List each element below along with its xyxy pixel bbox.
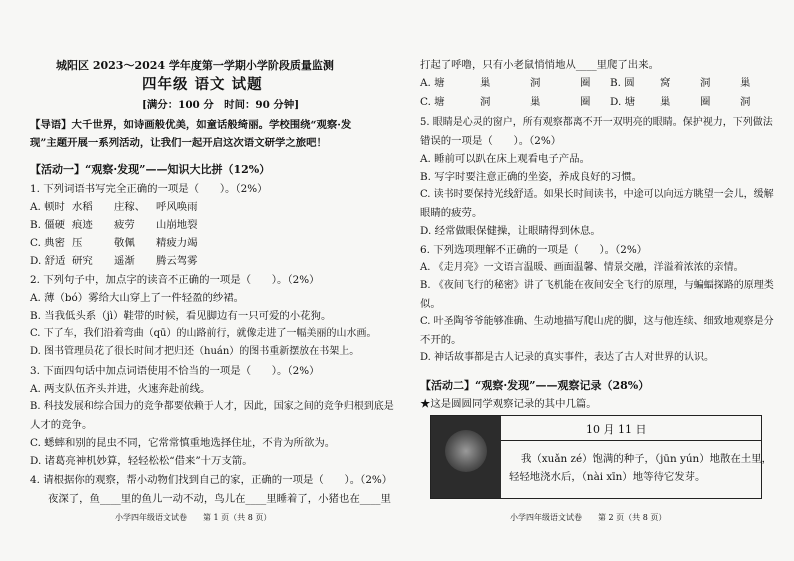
diary-line-1: 我（xuǎn zé）饱满的种子，（jūn yún）地散在土里， [521, 453, 772, 465]
q4-a-2: 巢 [480, 77, 491, 89]
q1-b-2: 痕迹 [72, 219, 93, 231]
q1-option-a [30, 202, 236, 212]
diary-date: 10 月 11 日 [586, 423, 647, 436]
q4-c-3: 巢 [530, 96, 541, 108]
q3-option-a: A. 两支队伍齐头并进，火速奔赴前线。 [30, 383, 211, 395]
q3-option-c: C. 蟋蟀和别的昆虫不同，它常常慎重地选择住址，不肯为所欲为。 [30, 437, 336, 449]
q4-option-a [420, 78, 640, 88]
diary-line-2: 轻轻地浇水后，（nài xīn）地等待它发芽。 [509, 471, 706, 483]
q4-a-1: A. 塘 [420, 77, 445, 89]
q1-d-1: D. 舒适 [30, 255, 66, 267]
q4-b-3: 洞 [700, 77, 711, 89]
q1-a-4: 呼风唤雨 [156, 201, 198, 213]
q6-option-d: D. 神话故事都是古人记录的真实事件，表达了古人对世界的认识。 [420, 352, 715, 363]
q6-option-b-line1: B. 《夜间飞行的秘密》讲了飞机能在夜间安全飞行的原理，与蝙蝠探路的原理类 [420, 280, 774, 291]
q1-d-2: 研究 [72, 255, 93, 267]
q3-option-b-line1: B. 科技发展和综合国力的竞争都要依赖于人才，因此，国家之间的竞争归根到底是 [30, 401, 394, 412]
q5-stem-line1: 5. 眼睛是心灵的窗户，所有观察都离不开一双明亮的眼睛。保护视力，下列做法 [420, 117, 773, 128]
q4-c-4: 圈 [580, 96, 591, 108]
q1-option-c [30, 238, 236, 248]
q3-option-d: D. 诸葛亮神机妙算，轻轻松松“借来”十万支箭。 [30, 455, 253, 467]
subject-title: 四年级 语文 试题 [142, 76, 263, 93]
footer-right: 小学四年级语文试卷 第 2 页（共 8 页） [510, 513, 667, 522]
q1-c-2: 压 [72, 237, 83, 249]
exam-title: 城阳区 2023～2024 学年度第一学期小学阶段质量监测 [56, 59, 334, 72]
q1-b-4: 山崩地裂 [156, 219, 198, 231]
q5-option-d: D. 经常做眼保健操，让眼睛得到休息。 [420, 225, 601, 237]
q1-b-1: B. 僵硬 [30, 219, 66, 231]
seed-photo [431, 416, 501, 498]
q4-a-4: 圈 [580, 77, 591, 89]
q2-stem: 2. 下列句子中，加点字的读音不正确的一项是（ ）。（2%） [30, 274, 320, 286]
q1-c-1: C. 典密 [30, 237, 65, 249]
q1-d-4: 腾云驾雾 [156, 255, 198, 267]
diary-divider [501, 440, 761, 441]
q3-stem: 3. 下面四句话中加点词语使用不恰当的一项是（ ）。（2%） [30, 365, 320, 377]
q4-stem: 4. 请根据你的观察，帮小动物们找到自己的家，正确的一项是（ ）。（2%） [30, 474, 393, 486]
q4-passage-line2: 打起了呼噜，只有小老鼠悄悄地从____里爬了出来。 [420, 59, 659, 71]
q1-b-3: 疲劳 [114, 219, 135, 231]
q6-option-c-line1: C. 叶圣陶爷爷能够准确、生动地描写爬山虎的脚，这与他连续、细致地观察是分 [420, 316, 774, 327]
activity2-note: ★这是圆圆同学观察记录的其中几篇。 [420, 398, 597, 410]
q4-c-2: 洞 [480, 96, 491, 108]
intro-line-1: 【导语】大千世界，如诗画般优美，如童话般绮丽。学校围绕“观察·发 [30, 119, 352, 131]
q1-c-3: 敬佩 [114, 237, 135, 249]
q6-option-c-line2: 不开的。 [420, 334, 462, 346]
q6-stem: 6. 下列选项理解不正确的一项是（ ）。（2%） [420, 244, 648, 256]
q4-option-d [610, 97, 780, 107]
activity1-heading: 【活动一】“观察·发现”——知识大比拼（12%） [30, 163, 271, 176]
footer-left: 小学四年级语文试卷 第 1 页（共 8 页） [115, 513, 272, 522]
q6-option-b-line2: 似。 [420, 298, 441, 310]
q4-d-3: 圈 [700, 96, 711, 108]
q4-d-1: D. 塘 [610, 96, 635, 108]
q6-option-a: A. 《走月亮》一文语言温暖、画面温馨、情景交融，洋溢着浓浓的亲情。 [420, 262, 744, 273]
q1-a-1: A. 顿时 [30, 201, 65, 213]
q4-option-b [610, 78, 780, 88]
q5-option-a: A. 睡前可以趴在床上观看电子产品。 [420, 153, 590, 165]
q5-stem-line2: 错误的一项是（ ）。（2%） [420, 135, 562, 147]
q2-option-c: C. 下了车，我们沿着弯曲（qū）的山路前行，就像走进了一幅美丽的山水画。 [30, 328, 377, 339]
q2-option-a: A. 薄（bó）雾给大山穿上了一件轻盈的纱裙。 [30, 292, 245, 304]
q5-option-c-line2: 眼睛的疲劳。 [420, 207, 483, 219]
q4-option-c [420, 97, 640, 107]
q1-stem: 1. 下列词语书写完全正确的一项是（ ）。（2%） [30, 183, 268, 195]
activity2-heading: 【活动二】“观察·发现”——观察记录（28%） [420, 379, 650, 392]
q4-b-4: 巢 [740, 77, 751, 89]
score-time: [满分：100 分 时间：90 分钟] [142, 99, 300, 111]
q4-b-2: 窝 [660, 77, 671, 89]
q4-b-1: B. 圆 [610, 77, 635, 89]
q1-d-3: 遥渐 [114, 255, 135, 267]
q3-option-b-line2: 人才的竞争。 [30, 419, 93, 431]
q4-c-1: C. 塘 [420, 96, 445, 108]
q5-option-b: B. 写字时要注意正确的坐姿，养成良好的习惯。 [420, 171, 643, 183]
q1-a-2: 水稻 [72, 201, 93, 213]
q1-a-3: 庄稼、 [114, 201, 146, 213]
q2-option-b: B. 当我低头系（jì）鞋带的时候，看见脚边有一只可爱的小花狗。 [30, 310, 332, 322]
q5-option-c-line1: C. 读书时要保持光线舒适。如果长时间读书，中途可以向远方眺望一会儿，缓解 [420, 189, 774, 200]
q4-passage-line1: 夜深了，鱼____里的鱼儿一动不动，鸟儿在____里睡着了，小猪也在____里 [48, 493, 391, 505]
q1-option-d [30, 256, 236, 266]
q4-a-3: 洞 [530, 77, 541, 89]
q4-d-2: 巢 [660, 96, 671, 108]
q1-c-4: 精疲力竭 [156, 237, 198, 249]
q4-d-4: 洞 [740, 96, 751, 108]
left-page [30, 40, 395, 540]
q1-option-b [30, 220, 236, 230]
observation-diary-card [430, 415, 772, 499]
right-page [420, 40, 774, 540]
q2-option-d: D. 图书管理员花了很长时间才把归还（huán）的图书重新摆放在书架上。 [30, 346, 360, 357]
intro-line-2: 现”主题开展一系列活动，让我们一起开启这次语文研学之旅吧！ [30, 137, 327, 149]
